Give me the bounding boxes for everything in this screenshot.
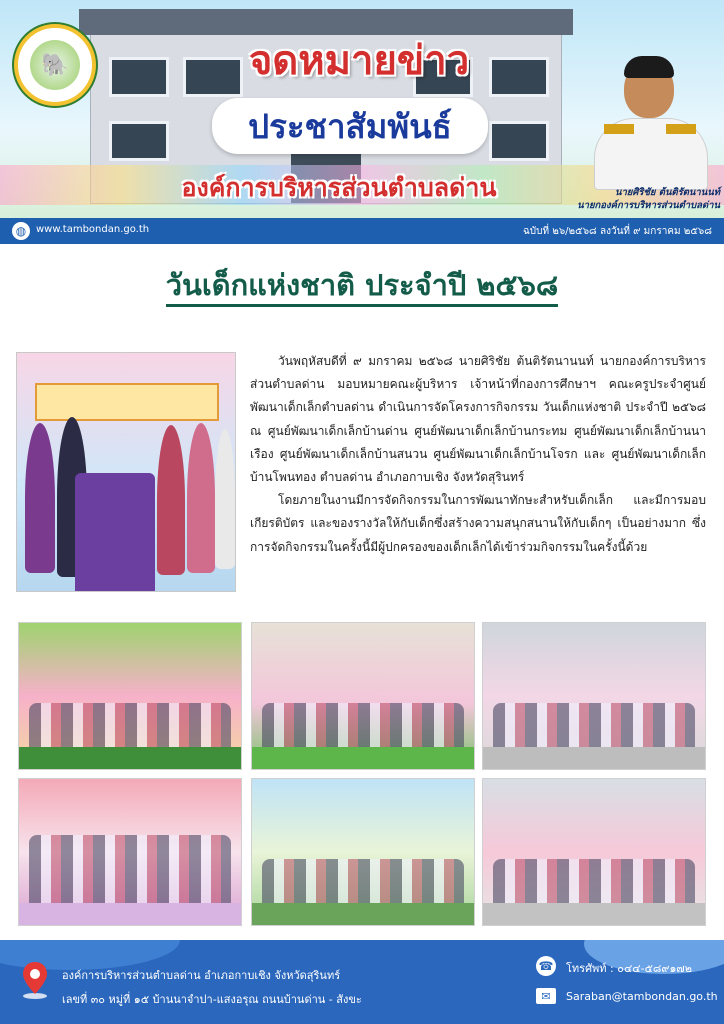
gallery-photo bbox=[18, 622, 242, 770]
article-paragraph-1: วันพฤหัสบดีที่ ๙ มกราคม ๒๕๖๘ นายศิริชัย ต้นติรัตนานนท์ นายกองค์การบริหารส่วนตำบลด่าน มอบหมายคณะผู้บริหาร เจ้าหน้าที่กองการศึกษาฯ คณะครูประจำศูนย์พัฒนาเด็กเล็กตำบลด่าน ดำเนินการจัดโครงการกิจกรรม วันเด็กแห่งชาติ ประจำปี ๒๕๖๘ ณ ศูนย์พัฒนาเด็กเล็กบ้านด่าน ศูนย์พัฒนาเด็กเล็กบ้านกระทม ศูนย์พัฒนาเด็กเล็กบ้านนาเรือง ศูนย์พัฒนาเด็กเล็กบ้านสนวน ศูนย์พัฒนาเด็กเล็กบ้านโจรก และ ศูนย์พัฒนาเด็กเล็กบ้านโพนทอง ตำบลด่าน อำเภอกาบเชิง จังหวัดสุรินทร์ bbox=[250, 354, 706, 485]
website-link[interactable]: www.tambondan.go.th bbox=[36, 224, 150, 235]
article-title bbox=[0, 262, 724, 308]
footer-email[interactable]: Saraban@tambondan.go.th bbox=[566, 990, 718, 1003]
pr-title-box bbox=[212, 98, 488, 154]
photo-gallery bbox=[18, 622, 706, 928]
footer-phone[interactable]: โทรศัพท์ : ๐๔๔-๕๘๙๑๗๒ bbox=[566, 962, 692, 975]
gallery-photo bbox=[482, 778, 706, 926]
gallery-photo bbox=[251, 622, 475, 770]
globe-icon: ◍ bbox=[12, 222, 30, 240]
email-icon: ✉ bbox=[536, 988, 556, 1004]
footer-address-line1: องค์การบริหารส่วนตำบลด่าน อำเภอกาบเชิง จังหวัดสุรินทร์ bbox=[62, 969, 341, 982]
official-portrait bbox=[590, 54, 710, 184]
gallery-photo bbox=[251, 778, 475, 926]
elephant-icon: 🐘 bbox=[30, 40, 80, 90]
pr-title: ประชาสัมพันธ์ bbox=[248, 106, 452, 146]
gallery-photo bbox=[482, 622, 706, 770]
gallery-photo bbox=[18, 778, 242, 926]
official-name: นายศิริชัย ต้นติรัตนานนท์ bbox=[614, 187, 720, 198]
article-body bbox=[250, 350, 706, 559]
info-bar bbox=[0, 218, 724, 244]
location-pin-icon bbox=[20, 960, 50, 1000]
official-caption bbox=[560, 186, 720, 212]
header-banner bbox=[0, 0, 724, 218]
article-paragraph-2: โดยภายในงานมีการจัดกิจกรรมในการพัฒนาทักษะสำหรับเด็กเล็ก และมีการมอบเกียรติบัตร และของรางวัลให้กับเด็กซึ่งสร้างความสนุกสนานให้กับเด็กๆ เป็นอย่างมาก ซึ่งการจัดกิจกรรมในครั้งนี้มีผู้ปกครองของเด็กเล็กได้เข้าร่วมกิจกรรมในครั้งนี้ด้วย bbox=[250, 493, 706, 554]
newsletter-title: จดหมายข่าว bbox=[248, 38, 470, 84]
footer-address-line2: เลขที่ ๓๐ หมู่ที่ ๑๕ บ้านนาจำปา-แสงอรุณ ถนนบ้านด่าน - สังขะ bbox=[62, 993, 362, 1006]
phone-icon: ☎ bbox=[536, 956, 556, 976]
main-event-photo bbox=[16, 352, 236, 592]
issue-number: ฉบับที่ ๒๖/๒๕๖๘ ลงวันที่ ๙ มกราคม ๒๕๖๘ bbox=[522, 226, 712, 237]
article-title-text: วันเด็กแห่งชาติ ประจำปี ๒๕๖๘ bbox=[166, 268, 558, 307]
org-logo bbox=[14, 24, 96, 106]
official-position: นายกองค์การบริหารส่วนตำบลด่าน bbox=[577, 200, 720, 211]
org-name: องค์การบริหารส่วนตำบลด่าน bbox=[181, 173, 497, 202]
